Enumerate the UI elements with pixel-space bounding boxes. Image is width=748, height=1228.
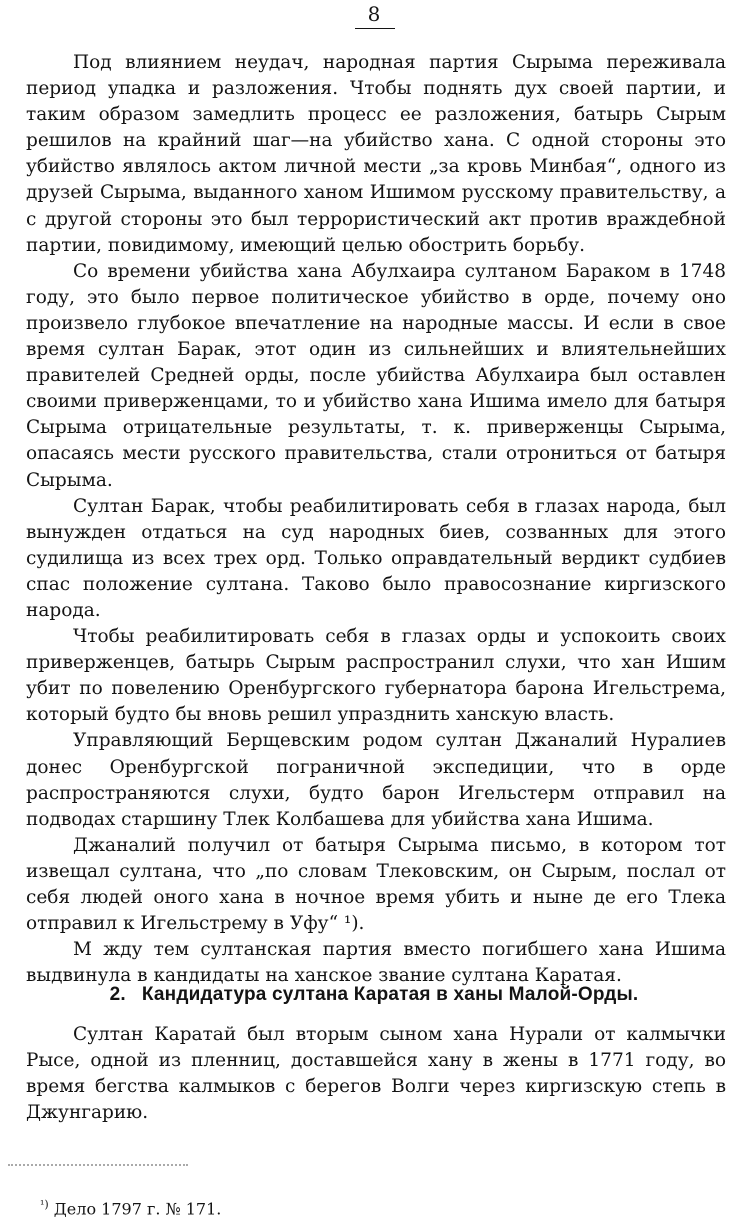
footnote-marker: ¹): [40, 1198, 49, 1211]
footnote: [40, 1198, 221, 1218]
section-heading: [0, 984, 748, 1006]
scan-speckle: [8, 1164, 188, 1168]
section-number: 2.: [109, 984, 126, 1005]
page-number: 8: [367, 2, 381, 26]
paragraph: Султан Барак, чтобы реабилитировать себя в глазах народа, был вынужден отдаться на суд народных биев, созванных для этого судилища из всех трех орд. Только оправдательный вердикт судбиев спас положение султана. Таково было правосознание киргизского народа.: [26, 495, 726, 621]
paragraph: Под влиянием неудач, народная партия Сырыма переживала период упадка и разложения. Чтобы поднять дух своей партии, и таким образом замедлить процесс ее разложения, батырь Сырым решилов на крайний шаг—на убийство хана. С одной стороны это убийство являлось актом личной мести „за кровь Минбая“, одного из друзей Сырыма, выданного ханом Ишимом русскому правительству, а с другой стороны это был террористический акт против враждебной партии, повидимому, имеющий целью обострить борьбу.: [26, 52, 726, 256]
paragraph: Султан Каратай был вторым сыном хана Нурали от калмычки Рысе, одной из пленниц, доставшейся хану в жены в 1771 году, во время бегства калмыков с берегов Волги через киргизскую степь в Джунгарию.: [26, 1024, 726, 1124]
body-text-block-1: [26, 50, 726, 989]
section-title: Кандидатура султана Каратая в ханы Малой-Орды.: [141, 984, 639, 1005]
footnote-text: Дело 1797 г. № 171.: [53, 1199, 222, 1219]
paragraph: М жду тем султанская партия вместо погибшего хана Ишима выдвинула в кандидаты на ханское звание султана Каратая.: [26, 939, 726, 987]
paragraph: Чтобы реабилитировать себя в глазах орды и успокоить своих приверженцев, батырь Сырым распространил слухи, что хан Ишим убит по повелению Оренбургского губернатора барона Игельстрема, который будто бы вновь решил упразднить ханскую власть.: [26, 626, 726, 726]
paragraph: Управляющий Берщевским родом султан Джаналий Нуралиев донес Оренбургской пограничной экспедиции, что в орде распространяются слухи, будто барон Игельстерм отправил на подводах старшину Тлек Колбашева для убийства хана Ишима.: [26, 730, 726, 830]
paragraph: Джаналий получил от батыря Сырыма письмо, в котором тот извещал султана, что „по словам Тлековским, он Сырым, послал от себя людей оного хана в ночное время убить и ныне де его Тлека отправил к Игельстрему в Уфу“ ¹).: [26, 834, 726, 935]
page-number-rule: [355, 28, 395, 29]
body-text-block-2: [26, 1022, 726, 1126]
paragraph: Со времени убийства хана Абулхаира султаном Бараком в 1748 году, это было первое политическое убийство в орде, почему оно произвело глубокое впечатление на народные массы. И если в свое время султан Барак, этот один из сильнейших и влиятельнейших правителей Средней орды, после убийства Абулхаира был оставлен своими приверженцами, то и убийство хана Ишима имело для батыря Сырыма отрицательные результаты, т. к. приверженцы Сырыма, опасаясь мести русского правительства, стали отрониться от батыря Сырыма.: [26, 260, 726, 491]
